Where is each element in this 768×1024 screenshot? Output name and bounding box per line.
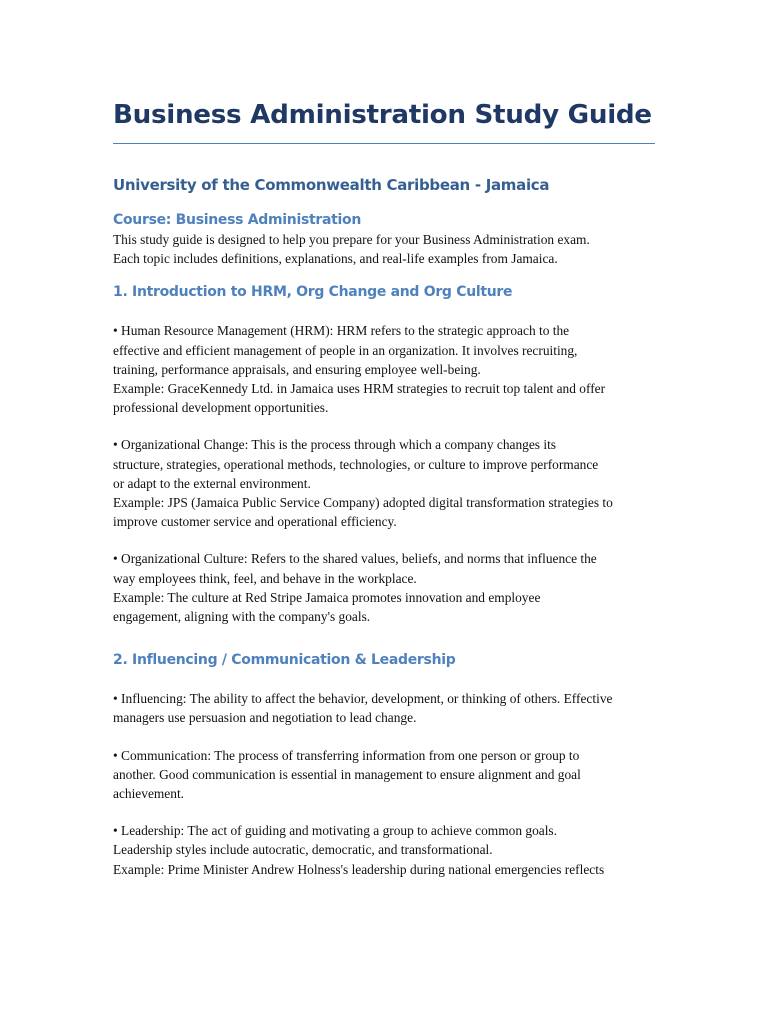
text-line: way employees think, feel, and behave in the workplace. [113, 570, 417, 586]
text-line: Example: Prime Minister Andrew Holness's leadership during national emergencies reflects [113, 861, 605, 877]
text-line: achievement. [113, 786, 185, 802]
text-line: Example: GraceKennedy Ltd. in Jamaica uses HRM strategies to recruit top talent and offer [113, 381, 606, 397]
text-line: training, performance appraisals, and ensuring employee well-being. [113, 361, 481, 377]
text-line: improve customer service and operational efficiency. [113, 514, 397, 530]
text-line: • Organizational Change: This is the process through which a company changes its [113, 437, 557, 453]
intro-line: Each topic includes definitions, explanations, and real-life examples from Jamaica. [113, 251, 558, 267]
text-line: Leadership styles include autocratic, democratic, and transformational. [113, 842, 493, 858]
text-line: Example: The culture at Red Stripe Jamaica promotes innovation and employee [113, 589, 541, 605]
text-line: Example: JPS (Jamaica Public Service Company) adopted digital transformation strategies to [113, 495, 613, 511]
intro-line: This study guide is designed to help you prepare for your Business Administration exam. [113, 232, 590, 247]
org-change-paragraph [113, 435, 655, 531]
influencing-paragraph [113, 689, 655, 727]
text-line: • Communication: The process of transferring information from one person or group to [113, 747, 580, 763]
section-heading-hrm: 1. Introduction to HRM, Org Change and Org Culture [113, 284, 513, 301]
text-line: engagement, aligning with the company's goals. [113, 609, 371, 625]
communication-paragraph [113, 746, 655, 804]
text-line: another. Good communication is essential in management to ensure alignment and goal [113, 766, 581, 782]
text-line: • Leadership: The act of guiding and motivating a group to achieve common goals. [113, 823, 557, 839]
text-line: effective and efficient management of people in an organization. It involves recruiting, [113, 342, 578, 358]
leadership-paragraph [113, 821, 655, 879]
document-title: Business Administration Study Guide [113, 90, 655, 144]
intro-paragraph [113, 230, 655, 268]
hrm-paragraph [113, 321, 655, 417]
text-line: • Influencing: The ability to affect the behavior, development, or thinking of others. Effective [113, 691, 613, 707]
text-line: managers use persuasion and negotiation to lead change. [113, 710, 417, 726]
course-heading: Course: Business Administration [113, 212, 361, 228]
text-line: • Human Resource Management (HRM): HRM refers to the strategic approach to the [113, 323, 570, 339]
document-page [113, 90, 655, 879]
text-line: structure, strategies, operational methods, technologies, or culture to improve performance [113, 456, 599, 472]
text-line: professional development opportunities. [113, 400, 329, 416]
text-line: • Organizational Culture: Refers to the shared values, beliefs, and norms that influence the [113, 551, 597, 567]
section-heading-leadership: 2. Influencing / Communication & Leadership [113, 652, 456, 669]
university-subtitle: University of the Commonwealth Caribbean - Jamaica [113, 176, 550, 194]
org-culture-paragraph [113, 549, 655, 626]
text-line: or adapt to the external environment. [113, 475, 311, 491]
